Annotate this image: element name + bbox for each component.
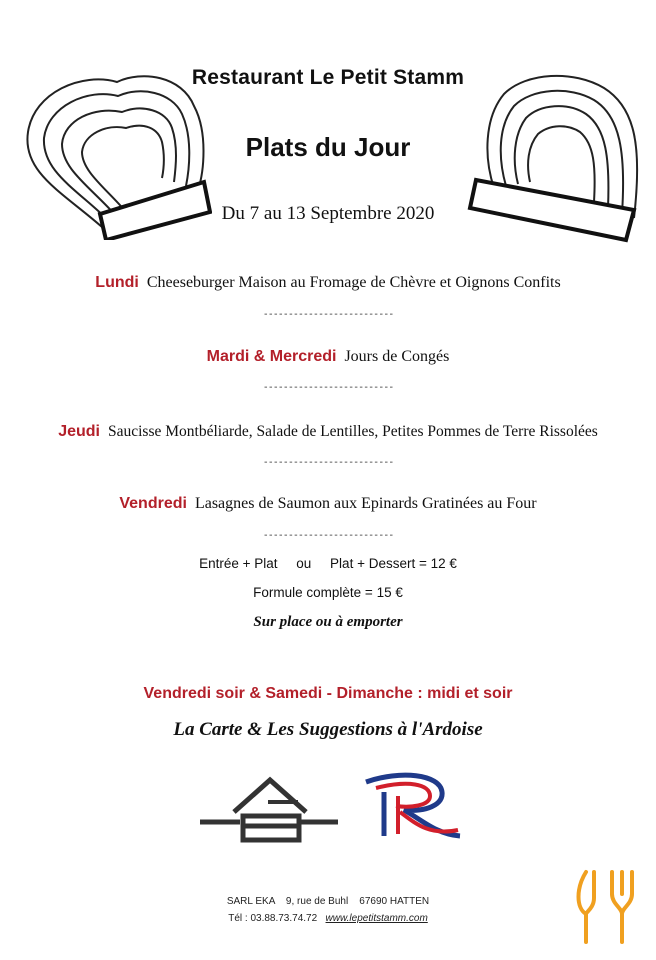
website-link[interactable]: www.lepetitstamm.com: [325, 913, 428, 924]
menu-dish: Saucisse Montbéliarde, Salade de Lentilles, Petites Pommes de Terre Rissolées: [108, 423, 598, 440]
house-logo-icon: [200, 770, 340, 850]
restaurant-name: Restaurant Le Petit Stamm: [191, 66, 465, 89]
carte-suggestions: La Carte & Les Suggestions à l'Ardoise: [173, 719, 483, 740]
separator: --------------------------: [262, 457, 394, 468]
price-formula-15: Formule complète = 15 €: [253, 585, 403, 600]
menu-day: Lundi: [95, 274, 139, 291]
weekend-schedule: Vendredi soir & Samedi - Dimanche : midi et soir: [143, 685, 513, 702]
menu-dish: Jours de Congés: [344, 348, 450, 365]
separator: --------------------------: [262, 309, 394, 320]
menu-day: Vendredi: [119, 495, 187, 512]
menu-item-mardi-mercredi: [0, 348, 656, 366]
price-formula-12: Entrée + Plat ou Plat + Dessert = 12 €: [199, 556, 457, 571]
footer-address: SARL EKA 9, rue de Buhl 67690 HATTEN: [226, 896, 430, 907]
page-title: Plats du Jour: [245, 132, 411, 162]
footer-phone: Tél : 03.88.73.74.72: [228, 913, 318, 924]
menu-item-lundi: [0, 274, 656, 292]
fork-knife-icon: [572, 868, 640, 948]
menu-day: Jeudi: [58, 423, 100, 440]
footer-contact: [0, 913, 656, 924]
separator: --------------------------: [262, 382, 394, 393]
menu-dish: Lasagnes de Saumon aux Epinards Gratinées au Four: [194, 495, 537, 512]
rr-logo-icon: [360, 770, 470, 842]
separator: --------------------------: [262, 530, 394, 541]
menu-item-vendredi: [0, 495, 656, 513]
service-mode: Sur place ou à emporter: [253, 614, 403, 630]
menu-dish: Cheeseburger Maison au Fromage de Chèvre et Oignons Confits: [146, 274, 561, 291]
menu-day: Mardi & Mercredi: [206, 348, 337, 365]
date-range: Du 7 au 13 Septembre 2020: [221, 203, 435, 224]
menu-item-jeudi: [0, 423, 656, 441]
